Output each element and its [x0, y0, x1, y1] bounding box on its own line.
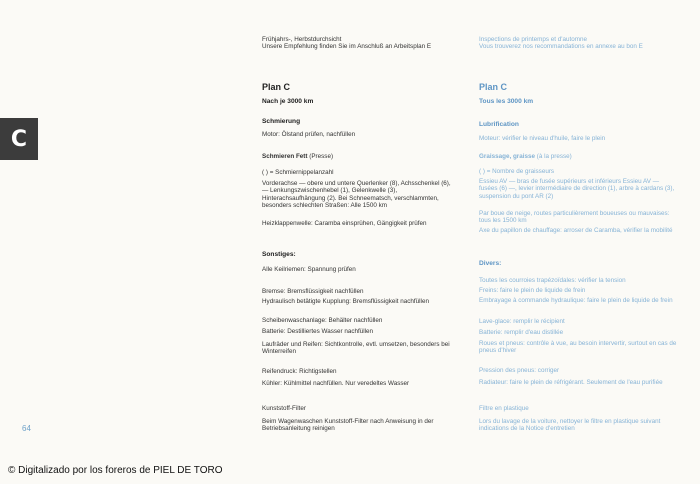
- french-lubrication-text: Moteur: vérifier le niveau d'huile, faire le plein: [479, 135, 606, 142]
- french-plan-title: Plan C: [479, 82, 508, 92]
- french-misc-tyres: Roues et pneus: contrôle à vue, au besoin intervertir, surtout en cas de pneus d'hiver: [479, 340, 677, 355]
- german-misc-belts: Alle Keilriemen: Spannung prüfen: [262, 266, 356, 273]
- german-grease-axle: Vorderachse — obere und untere Querlenker (8), Achsschenkel (6), — Lenkungszwischenhebel (1), Gelenkwelle (3), Hinterachsaufhängung (2). Bei Schneematsch, verschlammten, besonders schlechten Straßen: Alle 1500 km: [262, 180, 451, 210]
- french-grease-axle: Essieu AV — bras de fusée supérieurs et inférieurs Essieu AV — fusées (6) —, levier intermédiaire de direction (1), arbre à cardans (3), suspension du pont AR (2): [479, 178, 675, 200]
- french-interval: Tous les 3000 km: [479, 98, 534, 105]
- german-grease-heater: Heizklappenwelle: Caramba einsprühen, Gängigkeit prüfen: [262, 220, 427, 227]
- german-grease-heading-note: (Presse): [307, 153, 334, 160]
- german-misc-battery: Batterie: Destilliertes Wasser nachfüllen: [262, 328, 374, 335]
- scan-credit: © Digitalizado por los foreros de PIEL DE TORO: [8, 465, 223, 476]
- german-misc-brakes: Bremse: Bremsflüssigkeit nachfüllen: [262, 288, 364, 295]
- french-misc-heading: Divers:: [479, 260, 502, 267]
- french-grease-heater: Axe du papillon de chauffage: arroser de Caramba, vérifier la mobilité: [479, 227, 673, 234]
- german-grease-heading-line: [262, 153, 458, 160]
- french-grease-legend: ( ) = Nombre de graisseurs: [479, 168, 555, 175]
- french-misc-belts: Toutes les courroies trapézoïdales: vérifier la tension: [479, 277, 626, 284]
- french-misc-filter-text: Lors du lavage de la voiture, nettoyer le filtre en plastique suivant indications de la Notice d'entretien: [479, 418, 661, 433]
- german-misc-washer: Scheibenwaschanlage: Behälter nachfüllen: [262, 317, 383, 324]
- german-misc-clutch: Hydraulisch betätigte Kupplung: Bremsflüssigkeit nachfüllen: [262, 298, 429, 305]
- french-misc-clutch: Embrayage à commande hydraulique: faire le plein de liquide de frein: [479, 297, 673, 304]
- german-misc-heading: Sonstiges:: [262, 251, 296, 258]
- french-grease-mud: Par boue de neige, routes particulièrement boueuses ou mauvaises: tous les 1500 km: [479, 210, 670, 225]
- page-number: 64: [22, 424, 31, 433]
- german-plan-title: Plan C: [262, 82, 291, 92]
- french-intro: Inspections de printemps et d'automne Vous trouverez nos recommandations en annexe au bon E: [479, 36, 643, 51]
- german-interval: Nach je 3000 km: [262, 98, 314, 105]
- section-tab: C: [0, 118, 38, 160]
- french-lubrication-heading: Lubrification: [479, 121, 519, 128]
- german-misc-filter-text: Beim Wagenwaschen Kunststoff-Filter nach Anweisung in der Betriebsanleitung reinigen: [262, 418, 434, 433]
- german-intro: Frühjahrs-, Herbstdurchsicht Unsere Empfehlung finden Sie im Anschluß an Arbeitsplan E: [262, 36, 432, 51]
- german-grease-legend: ( ) = Schmiernippelanzahl: [262, 169, 334, 176]
- german-lubrication-heading: Schmierung: [262, 118, 301, 125]
- german-misc-filter-heading: Kunststoff-Filter: [262, 405, 306, 412]
- french-misc-radiator: Radiateur: faire le plein de réfrigérant. Seulement de l'eau purifiée: [479, 379, 663, 386]
- french-grease-heading: Graissage, graisse: [479, 153, 536, 160]
- german-misc-radiator: Kühler: Kühlmittel nachfüllen. Nur veredeltes Wasser: [262, 380, 410, 387]
- french-misc-pressure: Pression des pneus: corriger: [479, 367, 560, 374]
- french-misc-filter-heading: Filtre en plastique: [479, 405, 529, 412]
- french-misc-brakes: Freins: faire le plein de liquide de frein: [479, 287, 586, 294]
- french-grease-heading-line: [479, 153, 679, 160]
- french-misc-battery: Batterie: remplir d'eau distillée: [479, 329, 564, 336]
- german-lubrication-text: Motor: Ölstand prüfen, nachfüllen: [262, 131, 356, 138]
- german-grease-heading: Schmieren Fett: [262, 153, 308, 160]
- german-misc-pressure: Reifendruck: Richtigstellen: [262, 368, 337, 375]
- french-grease-heading-note: (à la presse): [535, 153, 572, 160]
- german-misc-tyres: Laufräder und Reifen: Sichtkontrolle, evtl. umsetzen, besonders bei Winterreifen: [262, 341, 450, 356]
- french-misc-washer: Lave-glace: remplir le récipient: [479, 318, 565, 325]
